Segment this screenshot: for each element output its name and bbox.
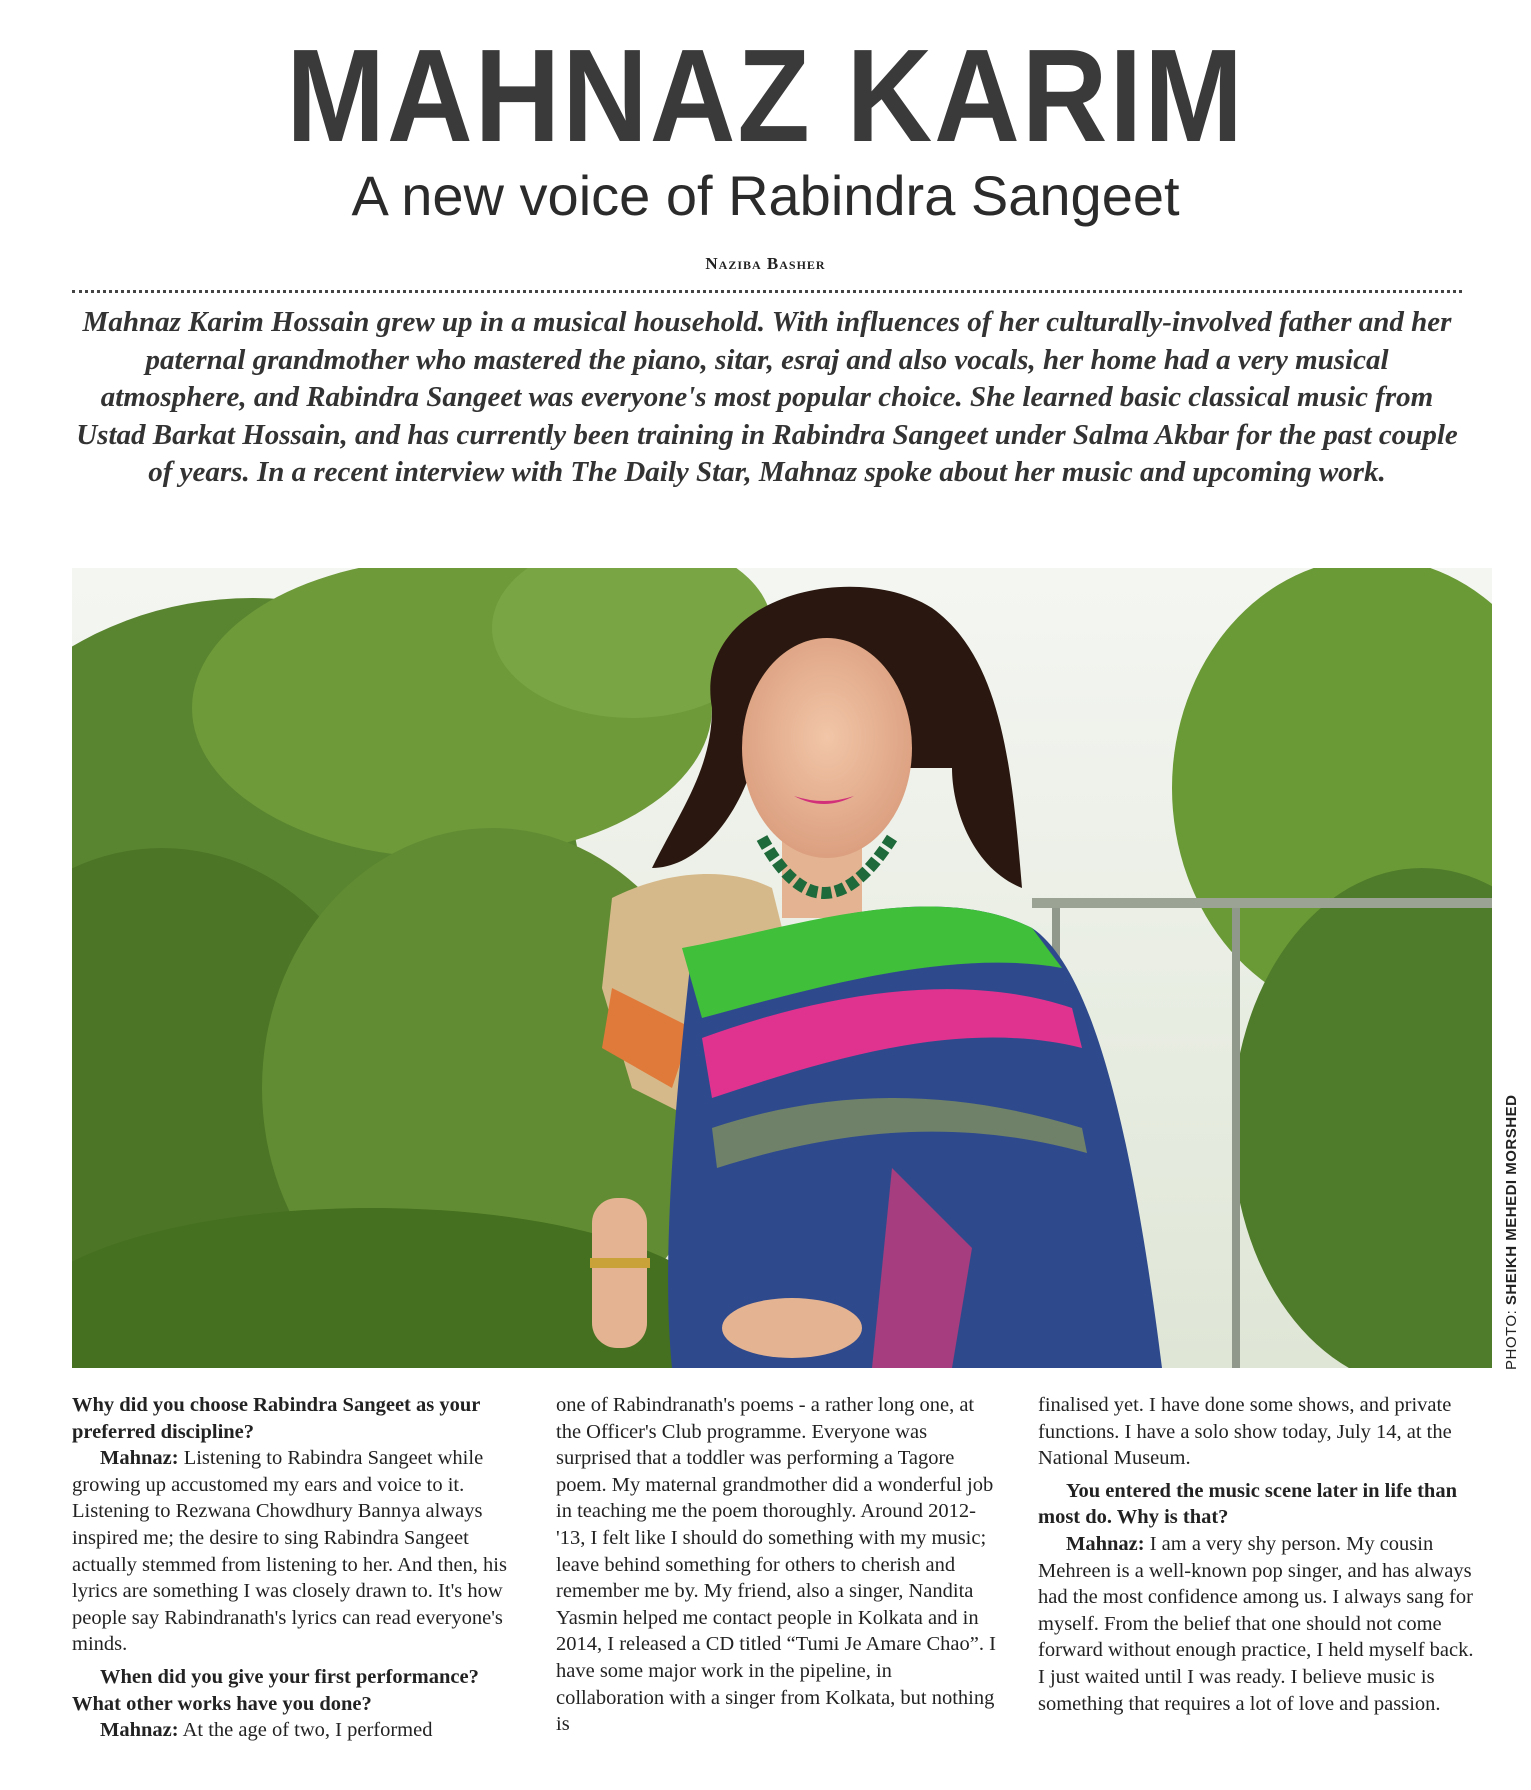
portrait-illustration — [72, 568, 1492, 1368]
column-2 — [556, 1392, 1002, 1738]
answer-speaker: Mahnaz: — [100, 1719, 179, 1742]
answer-1 — [72, 1445, 518, 1658]
photo-credit-prefix: PHOTO: — [1503, 1309, 1520, 1370]
answer-2-text-part1: At the age of two, I performed — [182, 1719, 433, 1742]
answer-2-start — [72, 1717, 518, 1744]
column-1 — [72, 1392, 518, 1744]
answer-2-continued: one of Rabindranath's poems - a rather long one, at the Officer's Club programme. Everyone was surprised that a toddler was performing a Tagore poem. My maternal grandmother did a wonderful job in teaching me the poem thoroughly. Around 2012-'13, I felt like I should do something with my music; leave behind something for others to cherish and remember me by. My friend, also a singer, Nandita Yasmin helped me contact people in Kolkata and in 2014, I released a CD titled “Tumi Je Amare Chao”. I have some major work in the pipeline, in collaboration with a singer from Kolkata, but nothing is — [556, 1394, 996, 1736]
photo-credit — [1503, 1095, 1520, 1370]
answer-2-end: finalised yet. I have done some shows, and private functions. I have a solo show today, July 14, at the National Museum. — [1038, 1394, 1452, 1470]
answer-speaker: Mahnaz: — [100, 1447, 179, 1470]
answer-3-text: I am a very shy person. My cousin Mehreen is a well-known pop singer, and has always had the most confidence among us. I always sang for myself. From the belief that one should not come forward without enough practice, I held myself back. I just waited until I was ready. I believe music is something that requires a lot of love and passion. — [1038, 1532, 1474, 1715]
article-headline: MAHNAZ KARIM — [286, 22, 1245, 169]
answer-1-text: Listening to Rabindra Sangeet while growing up accustomed my ears and voice to it. Listening to Rezwana Chowdhury Bannya always inspired me; the desire to sing Rabindra Sangeet actually stemmed from listening to her. And then, his lyrics are something I was closely drawn to. It's how people say Rabindranath's lyrics can read everyone's minds. — [72, 1447, 507, 1656]
question-1: Why did you choose Rabindra Sangeet as your preferred discipline? — [72, 1394, 480, 1443]
answer-speaker: Mahnaz: — [1066, 1532, 1145, 1555]
photo-credit-name: SHEIKH MEHEDI MORSHED — [1503, 1094, 1520, 1306]
portrait-photo — [72, 568, 1492, 1368]
answer-3 — [1038, 1531, 1484, 1717]
article-intro: Mahnaz Karim Hossain grew up in a musical household. With influences of her culturally-involved father and her paternal grandmother who mastered the piano, sitar, esraj and also vocals, her home had a very musical atmosphere, and Rabindra Sangeet was everyone's most popular choice. She learned basic classical music from Ustad Barkat Hossain, and has currently been training in Rabindra Sangeet under Salma Akbar for the past couple of years. In a recent interview with The Daily Star, Mahnaz spoke about her music and upcoming work. — [76, 306, 1458, 488]
dotted-divider — [72, 290, 1462, 293]
column-3 — [1038, 1392, 1484, 1717]
question-3: You entered the music scene later in life than most do. Why is that? — [1038, 1479, 1457, 1529]
question-2: When did you give your first performance? What other works have you done? — [72, 1665, 479, 1715]
article-byline: Naziba Basher — [705, 254, 826, 273]
article-subheadline: A new voice of Rabindra Sangeet — [351, 164, 1180, 227]
